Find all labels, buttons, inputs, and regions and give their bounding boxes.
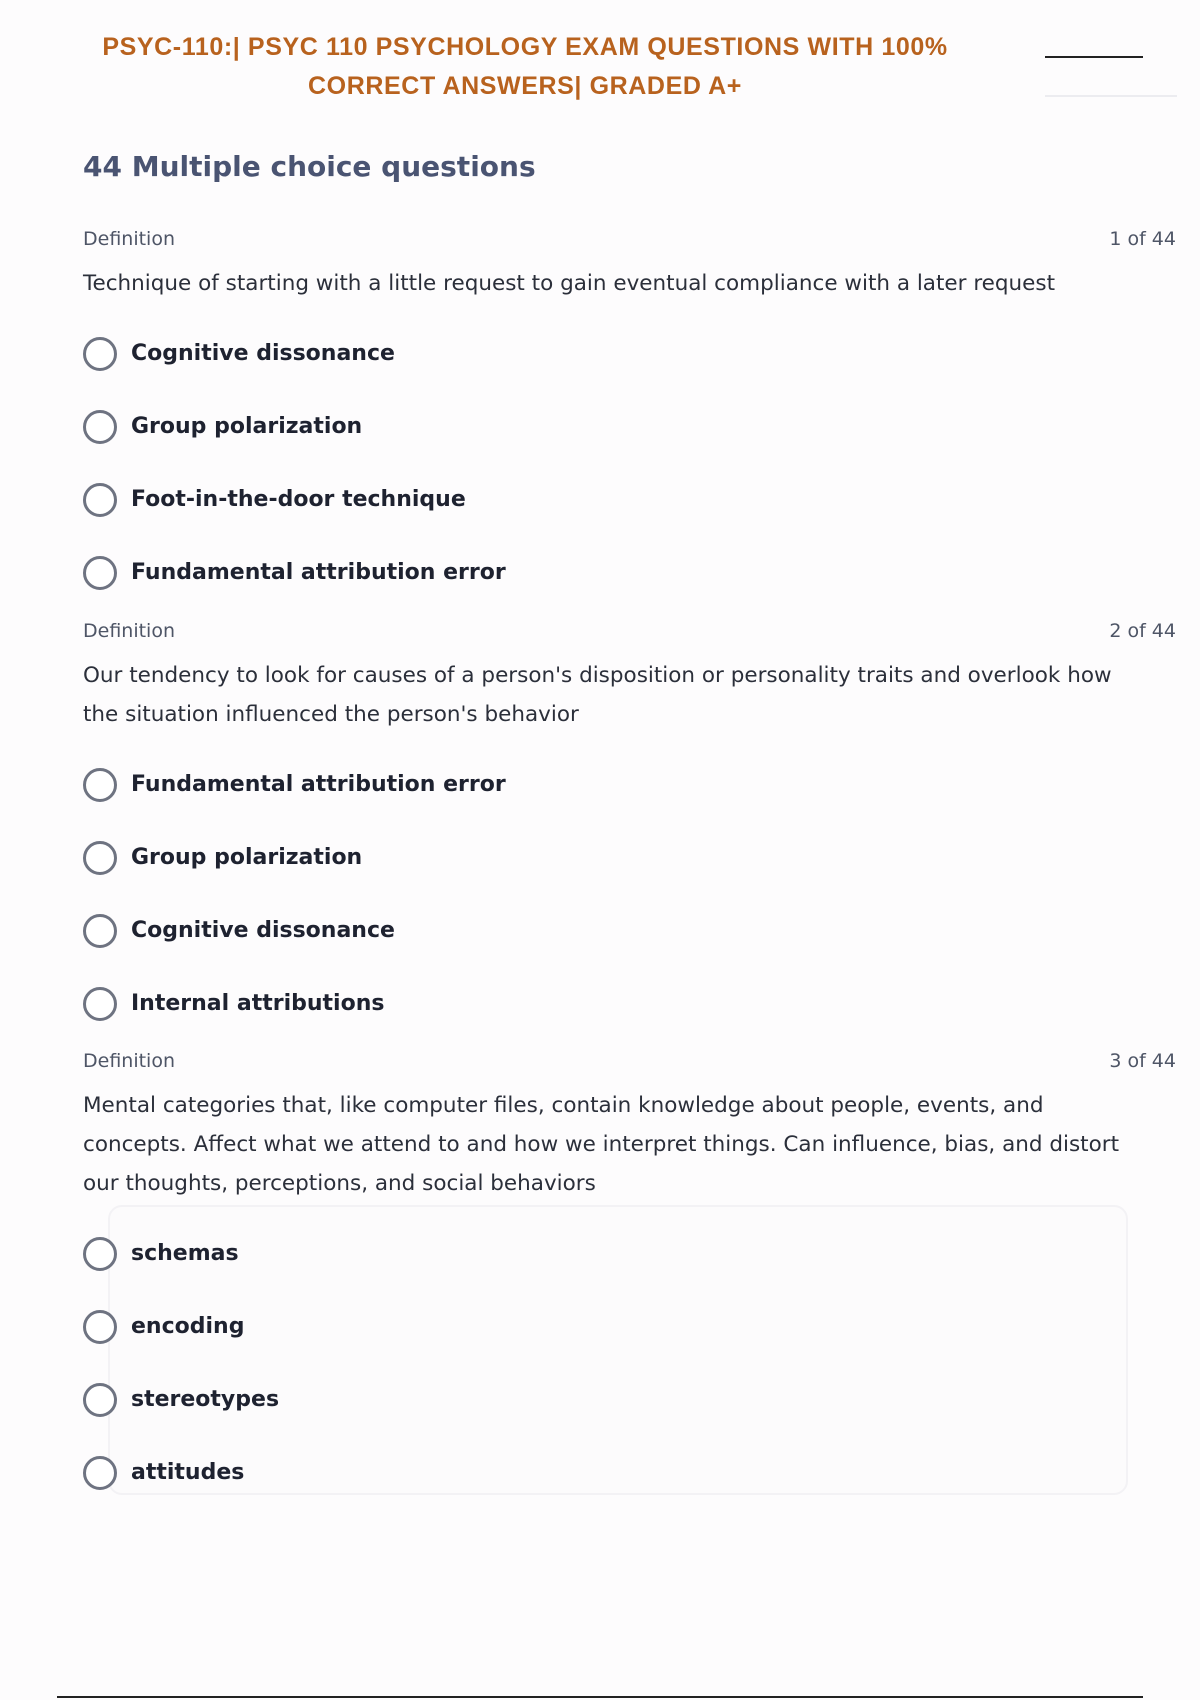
question-header bbox=[83, 1050, 1176, 1080]
answer-option-label: Cognitive dissonance bbox=[131, 918, 395, 943]
document-title-line-2: CORRECT ANSWERS| GRADED A+ bbox=[308, 72, 742, 100]
question-counter: 3 of 44 bbox=[1109, 1050, 1176, 1072]
question-card-1 bbox=[83, 228, 1176, 609]
answer-options bbox=[83, 748, 1176, 1040]
radio-button-icon[interactable] bbox=[83, 410, 117, 444]
answer-options bbox=[83, 317, 1176, 609]
answer-option-label: schemas bbox=[131, 1241, 239, 1266]
question-card-2 bbox=[83, 620, 1176, 1040]
question-card-3 bbox=[83, 1050, 1176, 1509]
question-counter: 2 of 44 bbox=[1109, 620, 1176, 642]
document-title bbox=[0, 28, 1050, 106]
answer-option-label: Foot-in-the-door technique bbox=[131, 487, 466, 512]
radio-button-icon[interactable] bbox=[83, 1310, 117, 1344]
answer-option[interactable] bbox=[83, 748, 1176, 821]
radio-button-icon[interactable] bbox=[83, 1383, 117, 1417]
answer-option[interactable] bbox=[83, 821, 1176, 894]
answer-option-label: Group polarization bbox=[131, 414, 363, 439]
answer-option[interactable] bbox=[83, 463, 1176, 536]
document-title-line-1: PSYC-110:| PSYC 110 PSYCHOLOGY EXAM QUESTIONS WITH 100% bbox=[102, 33, 948, 61]
answer-options bbox=[83, 1217, 1176, 1509]
question-header bbox=[83, 228, 1176, 258]
answer-option[interactable] bbox=[83, 1217, 1176, 1290]
radio-button-icon[interactable] bbox=[83, 987, 117, 1021]
radio-button-icon[interactable] bbox=[83, 337, 117, 371]
radio-button-icon[interactable] bbox=[83, 483, 117, 517]
question-prompt: Mental categories that, like computer files, contain knowledge about people, events, and concepts. Affect what we attend to and how we interpret things. Can influence, bias, and distort our thoughts, perceptions, and social behaviors bbox=[83, 1093, 1120, 1196]
answer-option-label: stereotypes bbox=[131, 1387, 280, 1412]
page-bottom-rule bbox=[57, 1696, 1143, 1698]
answer-option-label: Cognitive dissonance bbox=[131, 341, 395, 366]
question-prompt: Technique of starting with a little request to gain eventual compliance with a later request bbox=[83, 271, 1056, 296]
question-counter: 1 of 44 bbox=[1109, 228, 1176, 250]
answer-option-label: Group polarization bbox=[131, 845, 363, 870]
question-type-label: Definition bbox=[83, 620, 176, 642]
title-rule-faint bbox=[1045, 95, 1177, 97]
answer-option-label: Fundamental attribution error bbox=[131, 772, 506, 797]
answer-option[interactable] bbox=[83, 967, 1176, 1040]
title-rule bbox=[1045, 56, 1143, 58]
answer-option[interactable] bbox=[83, 1363, 1176, 1436]
section-heading: 44 Multiple choice questions bbox=[83, 150, 536, 183]
answer-option-label: attitudes bbox=[131, 1460, 245, 1485]
answer-option[interactable] bbox=[83, 317, 1176, 390]
answer-option[interactable] bbox=[83, 894, 1176, 967]
answer-option[interactable] bbox=[83, 390, 1176, 463]
answer-option-label: Fundamental attribution error bbox=[131, 560, 506, 585]
question-header bbox=[83, 620, 1176, 650]
answer-option[interactable] bbox=[83, 536, 1176, 609]
radio-button-icon[interactable] bbox=[83, 1456, 117, 1490]
radio-button-icon[interactable] bbox=[83, 768, 117, 802]
question-type-label: Definition bbox=[83, 228, 176, 250]
answer-option-label: encoding bbox=[131, 1314, 245, 1339]
answer-option[interactable] bbox=[83, 1290, 1176, 1363]
radio-button-icon[interactable] bbox=[83, 914, 117, 948]
question-prompt: Our tendency to look for causes of a person's disposition or personality traits and overlook how the situation influenced the person's behavior bbox=[83, 663, 1112, 727]
radio-button-icon[interactable] bbox=[83, 841, 117, 875]
answer-option[interactable] bbox=[83, 1436, 1176, 1509]
radio-button-icon[interactable] bbox=[83, 1237, 117, 1271]
question-type-label: Definition bbox=[83, 1050, 176, 1072]
answer-option-label: Internal attributions bbox=[131, 991, 385, 1016]
radio-button-icon[interactable] bbox=[83, 556, 117, 590]
